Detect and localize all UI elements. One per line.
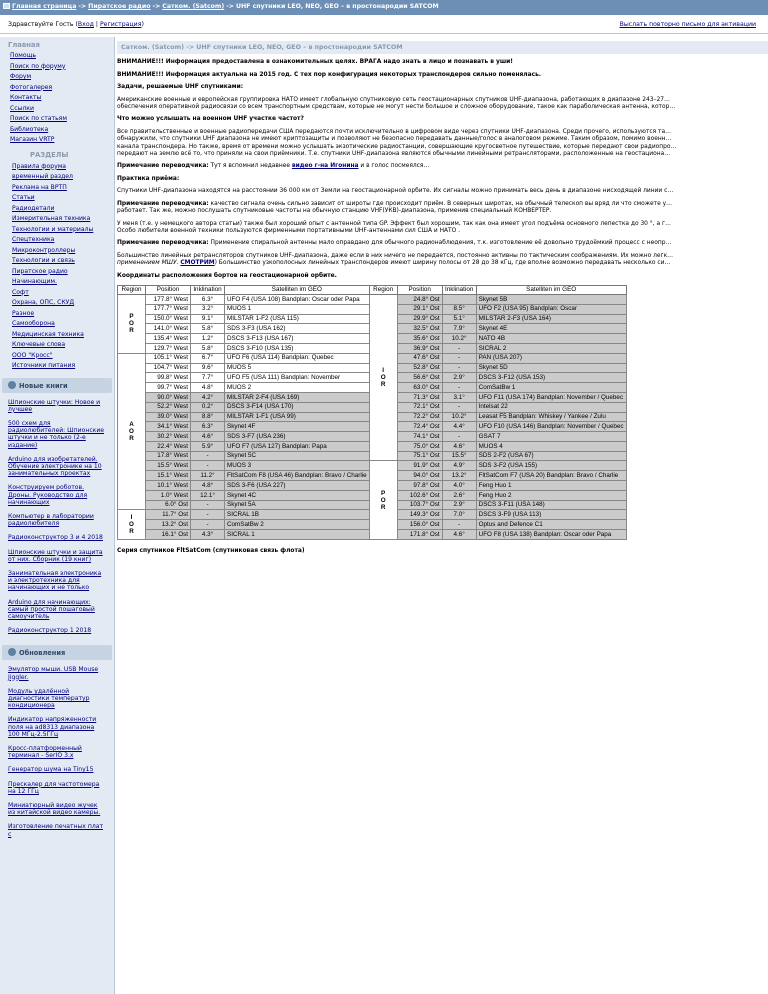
column-header: Position	[397, 285, 442, 294]
watch-link[interactable]: СМОТРИМ	[180, 260, 215, 267]
table-cell: SDS 3-F3 (USA 162)	[225, 324, 370, 334]
sidebar	[0, 37, 115, 994]
breadcrumb-satcom[interactable]: Сатком. (Satcom)	[162, 3, 225, 10]
sidebar-item-sections-3[interactable]: Статьи	[12, 194, 35, 201]
table-row	[118, 461, 627, 471]
sidebar-item-books-5[interactable]: Радиоконструктор 3 и 4 2018	[8, 534, 103, 542]
sidebar-item-books-6[interactable]: Шпионские штучки и защита от них. Сборник (19 книг)	[8, 548, 103, 563]
table-cell: 63.0° Ost	[397, 383, 442, 393]
table-cell: 7.0°	[442, 510, 476, 520]
sidebar-sections-heading: РАЗДЕЛЫ	[30, 150, 69, 159]
table-cell: 15.5°	[442, 451, 476, 461]
table-cell: -	[191, 461, 225, 471]
table-cell: MUOS 2	[225, 383, 370, 393]
table-cell: 4.0°	[442, 481, 476, 491]
table-cell: UFO F8 (USA 138) Bandplan: Oscar oder Papa	[476, 530, 626, 540]
table-cell: 3.1°	[442, 392, 476, 402]
region-letter: O	[380, 374, 386, 382]
column-header: Satelliten im GEO	[225, 285, 370, 294]
table-cell: 4.6°	[442, 441, 476, 451]
sidebar-item-sections-7[interactable]: Спецтехника	[12, 236, 55, 243]
table-cell: 149.3° Ost	[397, 510, 442, 520]
table-cell: 4.8°	[191, 383, 225, 393]
table-cell: 4.4°	[442, 422, 476, 432]
region-letter: I	[382, 367, 385, 375]
linear-paragraph	[117, 253, 768, 268]
sidebar-item-main_links-3[interactable]: Фотогалерея	[10, 83, 53, 91]
sidebar-item-main_links-7[interactable]: Библиотека	[10, 125, 49, 133]
table-cell: FltSatCom F8 (USA 46) Bandplan: Bravo / Charlie	[225, 471, 370, 481]
table-cell: 16.1° Ost	[146, 530, 191, 540]
table-cell: 72.4° Ost	[397, 422, 442, 432]
table-cell: 7.9°	[442, 324, 476, 334]
table-cell: 75.1° Ost	[397, 451, 442, 461]
sidebar-main-heading: Главная	[8, 41, 40, 49]
table-cell: 24.8° Ost	[397, 294, 442, 304]
table-cell: GSAT 7	[476, 432, 626, 442]
table-cell: 104.7° West	[146, 363, 191, 373]
table-cell: MILSTAR 1-F1 (USA 99)	[225, 412, 370, 422]
table-cell: -	[442, 402, 476, 412]
region-letter: I	[130, 514, 133, 522]
sidebar-item-books-0[interactable]: Шпионские штучки: Новое и лучшее	[8, 398, 101, 413]
sidebar-item-updates-7[interactable]: Изготовление печатных плат с	[8, 823, 103, 838]
sidebar-item-updates-5[interactable]: Прескалер для частотомера на 12 ГГц	[8, 780, 100, 795]
table-cell: 34.1° West	[146, 422, 191, 432]
breadcrumb-pirate-radio[interactable]: Пиратское радио	[88, 3, 151, 10]
table-cell: 94.0° Ost	[397, 471, 442, 481]
books-icon	[8, 381, 16, 389]
sidebar-item-sections-5[interactable]: Измерительная техника	[12, 215, 91, 222]
table-cell: 22.4° West	[146, 441, 191, 451]
region-letter: R	[129, 327, 134, 335]
table-cell: UFO F6 (USA 114) Bandplan: Quebec	[225, 353, 370, 363]
greeting-divider: |	[95, 21, 98, 28]
linear-text-3: ) Большинство узкополосных линейных транспондеров имеют ширину полосы от 28 до 38 кГц, где вполне возможно передавать несколько си…	[214, 260, 671, 267]
table-cell: NATO 4B	[476, 334, 626, 344]
new-books-label: Новые книги	[19, 381, 68, 390]
table-cell: -	[442, 363, 476, 373]
table-cell: 30.2° West	[146, 432, 191, 442]
table-cell: 52.8° Ost	[397, 363, 442, 373]
region-label	[118, 510, 146, 539]
updates-heading	[2, 645, 112, 660]
sidebar-item-sections-9[interactable]: Технологии и связь	[12, 257, 75, 264]
column-header: Region	[369, 285, 397, 294]
table-cell: 90.0° West	[146, 392, 191, 402]
linear-text-2: применением МШУ.	[117, 260, 181, 267]
practice-heading: Практика приёма:	[117, 175, 180, 182]
table-cell: 29.1° Ost	[397, 304, 442, 314]
note-text: Тут я вспомнил недавнее	[208, 163, 292, 170]
note-tail: и в голос посмеялся…	[358, 163, 430, 170]
table-cell: 177.7° West	[146, 304, 191, 314]
listen-heading: Что можно услышать на военном UHF участке частот?	[117, 116, 304, 123]
table-cell: Skynet 4E	[476, 324, 626, 334]
sidebar-item-books-8[interactable]: Arduino для начинающих: самый простой пошаговый самоучитель	[8, 598, 95, 620]
note-label: Примечание переводчика:	[117, 240, 209, 247]
table-cell: 2.9°	[442, 500, 476, 510]
note-label: Примечание переводчика:	[117, 200, 209, 207]
author-paragraph: У меня (т.е. у немецкого автора статьи) также был хороший опыт с антенной типа GP. Эффект был хорошим, так как она имеет угол подъёма основного лепестка до 30 °, а г… Особо любители военной техники пользуются фирменными портативными UHF-антеннами сил США и НАТО .	[117, 220, 671, 234]
new-books-list	[0, 397, 114, 640]
table-cell: 11.2°	[191, 471, 225, 481]
tasks-paragraph: Американские военные и европейская группировка НАТО имеет глобальную спутниковую сеть геостационарных спутников UHF-диапазона, работающих в диапазоне 243–27… обеспечения оперативной радиосвязи со всем транспортным средствам, которые не могут нести большое и сложное оборудование, такое как параболическая антенна, котор…	[117, 96, 676, 111]
warning-1: ВНИМАНИЕ!!! Информация предоставлена в ознакомительных целях. ВРАГА надо знать в лицо и познавать в уши!	[117, 59, 513, 66]
table-cell: 10.1° West	[146, 481, 191, 491]
sidebar-item-main_links-2[interactable]: Форум	[10, 73, 32, 80]
breadcrumb-home[interactable]: Главная страница	[12, 3, 77, 10]
table-cell: 4.2°	[191, 392, 225, 402]
table-cell: UFO F2 (USA 95) Bandplan: Oscar	[476, 304, 626, 314]
region-label	[118, 353, 146, 510]
region-letter: R	[129, 435, 134, 443]
table-cell: 72.1° Ost	[397, 402, 442, 412]
home-icon	[3, 3, 10, 9]
table-cell: 15.1° West	[146, 471, 191, 481]
table-cell: 56.6° Ost	[397, 373, 442, 383]
sidebar-item-sections-0[interactable]: Правила форума	[12, 162, 67, 170]
practice-paragraph: Спутники UHF-диапазона находятся на расстоянии 36 000 км от Земли на геостационарной орбите. Их сигналы можно принимать весь день в диапазоне нисходящей линии с…	[117, 188, 674, 195]
table-cell: 47.6° Ost	[397, 353, 442, 363]
table-cell: SICRAL 1	[225, 530, 370, 540]
region-label	[118, 294, 146, 353]
table-cell: 4.8°	[191, 481, 225, 491]
table-cell: 141.0° West	[146, 324, 191, 334]
table-cell: MUOS 1	[225, 304, 370, 314]
sidebar-item-sections-1[interactable]: временный раздел	[12, 173, 73, 180]
table-cell: 150.0° West	[146, 314, 191, 324]
table-cell: 105.1° West	[146, 353, 191, 363]
sidebar-item-main_links-0[interactable]: Помощь	[10, 52, 36, 59]
region-letter: O	[129, 320, 134, 328]
sidebar-item-books-3[interactable]: Конструируем роботов. Дроны. Руководство для начинающих	[8, 484, 88, 506]
sidebar-item-sections-13[interactable]: Охрана, ОПС, СКУД	[12, 299, 75, 306]
sidebar-item-books-2[interactable]: Arduino для изобретателей. Обучение электронике на 10 занимательных проектах	[8, 455, 102, 478]
resend-activation-link[interactable]: Выслать повторно письмо для активации	[619, 21, 756, 28]
sidebar-item-updates-4[interactable]: Генератор шума на Tiny15	[8, 766, 94, 774]
table-cell: 102.6° Ost	[397, 490, 442, 500]
table-cell: 6.3°	[191, 422, 225, 432]
region-letter: O	[380, 496, 386, 504]
note-text: качество сигнала очень сильно зависит от широты где происходит приём. В северных широтах, на обычный телескоп вы вряд ли что сможете у… работает. Так же, можно послушать спутниковые частоты на обычную станцию VHF(УКВ)-диапазона, применив специальный КОНВЕРТЕР.	[117, 200, 672, 215]
table-cell: 72.2° Ost	[397, 412, 442, 422]
sidebar-item-books-4[interactable]: Компьютер в лаборатории радиолюбителя	[8, 512, 94, 528]
region-letter: R	[129, 528, 134, 536]
fltsatcom-caption: Серия спутников FltSatCom (спутниковая связь флота)	[117, 547, 305, 554]
table-cell: DSCS 3-F10 (USA 135)	[225, 343, 370, 353]
sidebar-item-sections-10[interactable]: Пиратское радио	[12, 267, 68, 275]
login-link[interactable]: Вход	[77, 21, 94, 28]
register-link[interactable]: Регистрация	[99, 21, 142, 28]
table-cell: -	[191, 500, 225, 510]
sidebar-item-sections-2[interactable]: Реклама на ВРТП	[12, 183, 67, 191]
table-cell: 103.7° Ost	[397, 500, 442, 510]
table-cell: -	[442, 432, 476, 442]
table-cell: FltSatCom F7 (USA 20) Bandplan: Bravo / Charlie	[476, 471, 626, 481]
table-cell: -	[191, 520, 225, 530]
table-cell: Skynet 5D	[476, 363, 626, 373]
table-cell: 4.6°	[191, 432, 225, 442]
sidebar-item-sections-6[interactable]: Технологии и материалы	[12, 225, 94, 233]
table-cell: -	[442, 383, 476, 393]
table-cell: UFO F4 (USA 108) Bandplan: Oscar oder Papa	[225, 294, 370, 304]
sidebar-item-sections-14[interactable]: Разное	[12, 309, 35, 317]
greeting-text: Здравствуйте Гость (	[8, 21, 78, 28]
region-letter: R	[380, 503, 386, 511]
table-cell: 177.8° West	[146, 294, 191, 304]
table-cell: UFO F7 (USA 127) Bandplan: Papa	[225, 441, 370, 451]
table-cell: MILSTAR 1-F2 (USA 115)	[225, 314, 370, 324]
table-cell: -	[191, 510, 225, 520]
sidebar-item-main_links-6[interactable]: Поиск по статьям	[10, 115, 67, 122]
sidebar-item-sections-16[interactable]: Медицинская техника	[12, 330, 84, 338]
table-cell: 35.6° Ost	[397, 334, 442, 344]
table-cell: 6.0° Ost	[146, 500, 191, 510]
table-cell: -	[442, 520, 476, 530]
table-cell: SDS 2-F2 (USA 67)	[476, 451, 626, 461]
region-label	[369, 461, 397, 539]
table-cell: PAN (USA 207)	[476, 353, 626, 363]
table-cell: 5.8°	[191, 324, 225, 334]
table-cell: 17.8° West	[146, 451, 191, 461]
table-cell: MILSTAR 2-F3 (USA 164)	[476, 314, 626, 324]
table-cell: SICRAL 1B	[225, 510, 370, 520]
table-cell: 156.0° Ost	[397, 520, 442, 530]
sidebar-item-sections-12[interactable]: Софт	[12, 288, 29, 296]
table-cell: SDS 3-F2 (USA 155)	[476, 461, 626, 471]
table-cell: SICRAL 2	[476, 343, 626, 353]
sidebar-item-updates-0[interactable]: Эмулятор мыши. USB Mouse Jiggler.	[8, 666, 99, 681]
table-header-row	[118, 285, 627, 294]
sidebar-item-sections-19[interactable]: Источники питания	[12, 362, 76, 369]
table-cell: 2.9°	[442, 373, 476, 383]
table-cell: 9.6°	[191, 363, 225, 373]
translator-note-1	[117, 163, 768, 170]
table-cell: 1.0° West	[146, 490, 191, 500]
region-letter: R	[380, 381, 386, 389]
sidebar-sections	[0, 162, 114, 372]
sidebar-item-sections-8[interactable]: Микроконтроллеры	[12, 246, 76, 254]
region-label	[369, 294, 397, 461]
breadcrumb-current: UHF спутники LEO, NEO, GEO – в простонародии SATCOM	[235, 3, 439, 10]
table-cell: UFO F10 (USA 146) Bandplan: November / Quebec	[476, 422, 626, 432]
table-cell: 97.8° Ost	[397, 481, 442, 491]
igonin-video-link[interactable]: видео г-на Игонина	[291, 163, 359, 170]
coords-heading: Координаты расположения бортов на геостационарной орбите.	[117, 272, 337, 279]
sidebar-item-main_links-5[interactable]: Ссылки	[10, 104, 34, 112]
region-letter: O	[129, 428, 134, 436]
sidebar-item-updates-6[interactable]: Миниатюрный видео жучек из китайской видео камеры.	[8, 802, 101, 817]
table-cell: SDS 3-F7 (USA 236)	[225, 432, 370, 442]
sidebar-item-sections-4[interactable]: Радиодетали	[12, 204, 55, 212]
table-cell: 10.2°	[442, 412, 476, 422]
table-cell: 5.1°	[442, 314, 476, 324]
table-cell: 52.2° West	[146, 402, 191, 412]
table-cell: 5.8°	[191, 343, 225, 353]
table-cell: Skynet 4C	[225, 490, 370, 500]
table-cell: 15.5° West	[146, 461, 191, 471]
table-cell: MILSTAR 2-F4 (USA 169)	[225, 392, 370, 402]
table-cell: 8.8°	[191, 412, 225, 422]
updates-list	[0, 664, 114, 842]
table-cell: 75.0° Ost	[397, 441, 442, 451]
table-cell: ComSatBw 1	[476, 383, 626, 393]
table-cell: 4.6°	[442, 530, 476, 540]
table-cell: 2.6°	[442, 490, 476, 500]
table-cell: Feng Huo 1	[476, 481, 626, 491]
table-cell: DSCS 3-F13 (USA 167)	[225, 334, 370, 344]
table-cell: 39.0° West	[146, 412, 191, 422]
column-header: Position	[146, 285, 191, 294]
table-cell: 4.9°	[442, 461, 476, 471]
table-cell: Skynet 5A	[225, 500, 370, 510]
table-cell: -	[442, 353, 476, 363]
translator-note-2	[117, 201, 768, 216]
table-cell: -	[191, 451, 225, 461]
table-cell: 6.7°	[191, 353, 225, 363]
main-content	[117, 37, 768, 994]
table-cell: Skynet 5B	[476, 294, 626, 304]
updates-icon	[8, 648, 16, 656]
region-letter: P	[129, 313, 134, 321]
greeting-bar	[0, 17, 768, 34]
table-cell: 12.1°	[191, 490, 225, 500]
linear-text-1: Большинство линейных ретрансляторов спутников UHF-диапазона, даже если в них ничего не передается, постоянно активны по тактическим соображениям. Их можно легк…	[117, 252, 674, 259]
sidebar-item-main_links-1[interactable]: Поиск по форуму	[10, 62, 66, 70]
table-cell: 5.9°	[191, 441, 225, 451]
table-cell: Leasat F5 Bandplan: Whiskey / Yankee / Zulu	[476, 412, 626, 422]
table-cell: 32.5° Ost	[397, 324, 442, 334]
sidebar-item-updates-2[interactable]: Индикатор напряженности поля на ad8313 диапазона 100 МГц-2.5ГГц	[8, 716, 97, 738]
table-cell: SDS 3-F6 (USA 227)	[225, 481, 370, 491]
table-cell: 135.4° West	[146, 334, 191, 344]
table-cell: 9.1°	[191, 314, 225, 324]
note-label: Примечание переводчика:	[117, 163, 209, 170]
table-cell: MUOS 5	[225, 363, 370, 373]
table-cell: Skynet 5C	[225, 451, 370, 461]
table-cell: 7.7°	[191, 373, 225, 383]
table-cell: MUOS 4	[476, 441, 626, 451]
sidebar-item-sections-18[interactable]: ООО "Кросс"	[12, 351, 53, 359]
sidebar-item-main_links-8[interactable]: Магазин VRTP	[10, 136, 55, 143]
table-cell: 171.8° Ost	[397, 530, 442, 540]
sidebar-main-links	[0, 51, 114, 146]
warning-2: ВНИМАНИЕ!!! Информация актуальна на 2015 год. С тех пор конфигурация некоторых транспондеров сильно поменялась.	[117, 71, 542, 78]
new-books-heading	[2, 378, 112, 393]
column-header: Inklination	[442, 285, 476, 294]
updates-label: Обновления	[19, 649, 66, 658]
table-cell: 99.8° West	[146, 373, 191, 383]
sidebar-item-sections-11[interactable]: Начинающим.	[12, 278, 57, 285]
table-cell: 10.2°	[442, 334, 476, 344]
table-cell: Skynet 4F	[225, 422, 370, 432]
table-cell: Feng Huo 2	[476, 490, 626, 500]
listen-paragraph: Все правительственные и военные радиопередачи США передаются почти исключительно в цифровом виде через спутники UHF-диапазона. Среди прочего, используются та… обнаружили, что спутники UHF диапазона не имеют криптозащиты и позволяют не безопасно передавать данные/голос в аналоговом режиме. Таким образом, помимо военн… канала транспондера. Но также, время от времени можно услышать экзотические радиостанции, совершающие кругосветное путешествие, которые передают свои радиопро… передают на землю всё то, что приняли на свои приёмники. Т.е. спутники UHF-диапазона являются обычными линейными ретрансляторами, расположенные на геостациона…	[117, 128, 677, 158]
table-cell: DSCS 3-F12 (USA 153)	[476, 373, 626, 383]
table-cell: DSCS 3-F14 (USA 170)	[225, 402, 370, 412]
table-cell	[442, 294, 476, 304]
table-cell: MUOS 3	[225, 461, 370, 471]
sidebar-item-updates-1[interactable]: Модуль удалённой диагностики температур кондиционера	[8, 687, 90, 710]
table-cell: 29.9° Ost	[397, 314, 442, 324]
table-cell: 3.2°	[191, 304, 225, 314]
sidebar-item-main_links-4[interactable]: Контакты	[10, 94, 42, 101]
region-letter: O	[129, 521, 134, 529]
sidebar-item-sections-15[interactable]: Самооборона	[12, 320, 55, 327]
column-header: Inklination	[191, 285, 225, 294]
table-cell: 74.1° Ost	[397, 432, 442, 442]
table-cell: UFO F5 (USA 111) Bandplan: November	[225, 373, 370, 383]
page-title: Сатком. (Satcom) -> UHF спутники LEO, NEO, GEO – в простонародии SATCOM	[117, 41, 768, 54]
geo-satellite-table	[117, 285, 627, 540]
table-cell: 91.9° Ost	[397, 461, 442, 471]
translator-note-3	[117, 240, 768, 247]
table-cell: -	[442, 343, 476, 353]
table-cell: ComSatBw 2	[225, 520, 370, 530]
column-header: Satelliten im GEO	[476, 285, 626, 294]
sidebar-item-updates-3[interactable]: Кросс-платформенный терминал - SerIO 3.x	[8, 745, 82, 760]
table-cell: DSCS 3-F11 (USA 148)	[476, 500, 626, 510]
table-cell: DSCS 3-F9 (USA 113)	[476, 510, 626, 520]
sidebar-item-books-9[interactable]: Радиоконструктор 1 2018	[8, 627, 92, 635]
region-letter: P	[381, 489, 386, 497]
table-cell: 1.2°	[191, 334, 225, 344]
region-letter: A	[129, 421, 134, 429]
table-cell: 36.9° Ost	[397, 343, 442, 353]
table-cell: Intelsat 22	[476, 402, 626, 412]
table-cell: 8.5°	[442, 304, 476, 314]
table-cell: UFO F11 (USA 174) Bandplan: November / Quebec	[476, 392, 626, 402]
breadcrumb: Главная страница -> Пиратское радио -> Сатком. (Satcom) -> UHF спутники LEO, NEO, GEO – в простонародии SATCOM	[0, 0, 768, 15]
table-cell: 0.2°	[191, 402, 225, 412]
table-cell: 6.3°	[191, 294, 225, 304]
table-cell: 99.7° West	[146, 383, 191, 393]
table-cell: 71.3° Ost	[397, 392, 442, 402]
sidebar-item-books-1[interactable]: 500 схем для радиолюбителей: Шпионские штучки и не только (2-е издание)	[8, 419, 105, 449]
sidebar-item-books-7[interactable]: Занимательная электроника и электротехника для начинающих и не только	[8, 569, 102, 592]
column-header: Region	[118, 285, 146, 294]
table-cell: Optus and Defence C1	[476, 520, 626, 530]
table-cell: 13.2° Ost	[146, 520, 191, 530]
sidebar-item-sections-17[interactable]: Ключевые слова	[12, 341, 66, 348]
table-cell: 129.7° West	[146, 343, 191, 353]
tasks-heading: Задачи, решаемые UHF спутниками:	[117, 84, 244, 91]
table-cell: 4.3°	[191, 530, 225, 540]
table-row	[118, 294, 627, 304]
greeting-suffix: )	[141, 21, 144, 28]
table-cell: 13.2°	[442, 471, 476, 481]
table-cell: 11.7° Ost	[146, 510, 191, 520]
note-text: Применение спиральной антенны мало оправдано для обычного радионаблюдения, т.к. изготовление её довольно трудоёмкий процесс с неопр…	[208, 240, 672, 247]
